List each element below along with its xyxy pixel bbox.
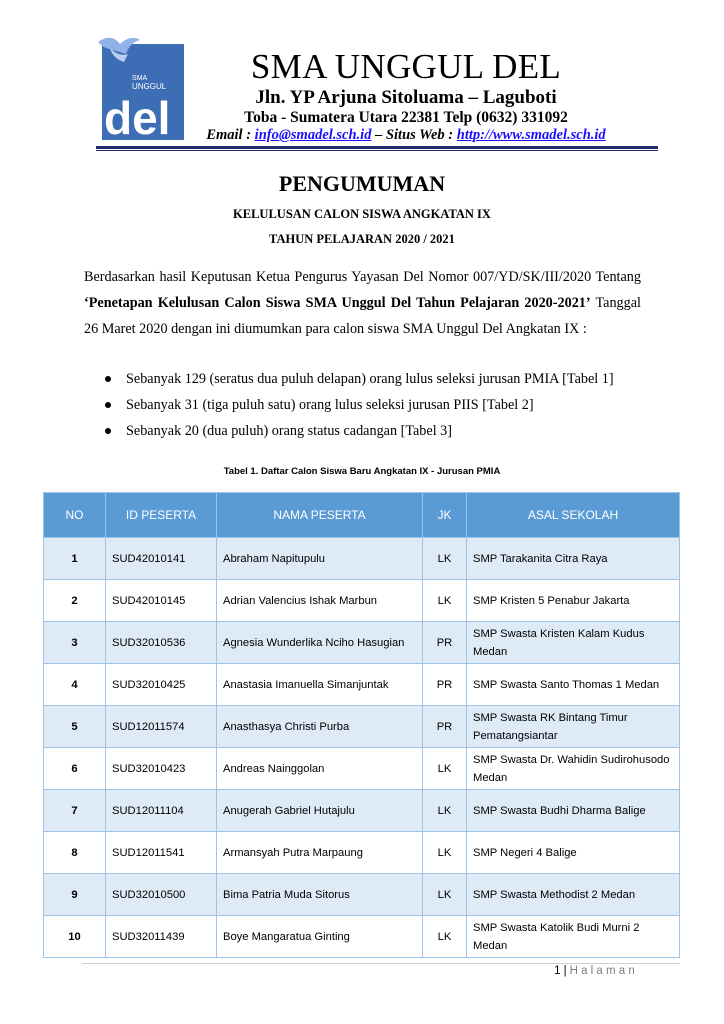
footer-divider — [82, 963, 680, 964]
cell-school: SMP Swasta Methodist 2 Medan — [467, 874, 680, 916]
page-word: Halaman — [569, 965, 638, 977]
bullet-icon — [105, 376, 111, 382]
cell-no: 1 — [44, 538, 106, 580]
cell-name: Anugerah Gabriel Hutajulu — [217, 790, 423, 832]
cell-school: SMP Tarakanita Citra Raya — [467, 538, 680, 580]
table-row — [44, 664, 680, 706]
cell-name: Agnesia Wunderlika Nciho Hasugian — [217, 622, 423, 664]
table-row — [44, 874, 680, 916]
web-label: – Situs Web : — [371, 127, 457, 143]
paragraph-bold: ‘Penetapan Kelulusan Calon Siswa SMA Unggul Del Tahun Pelajaran 2020-2021’ — [84, 295, 591, 311]
cell-name: Boye Mangaratua Ginting — [217, 916, 423, 958]
student-table — [43, 492, 680, 958]
cell-id: SUD32010423 — [106, 748, 217, 790]
announcement-paragraph — [84, 264, 641, 342]
cell-school: SMP Negeri 4 Balige — [467, 832, 680, 874]
table-row — [44, 622, 680, 664]
table-row — [44, 790, 680, 832]
address-line-1: Jln. YP Arjuna Sitoluama – Laguboti — [255, 87, 557, 108]
column-header-jk: JK — [423, 493, 467, 538]
table-row — [44, 538, 680, 580]
cell-no: 2 — [44, 580, 106, 622]
email-label: Email : — [206, 127, 255, 143]
table-caption: Tabel 1. Daftar Calon Siswa Baru Angkatan IX - Jurusan PMIA — [223, 466, 501, 477]
cell-no: 4 — [44, 664, 106, 706]
cell-id: SUD12011541 — [106, 832, 217, 874]
column-header-name: NAMA PESERTA — [217, 493, 423, 538]
cell-name: Abraham Napitupulu — [217, 538, 423, 580]
address-line-2: Toba - Sumatera Utara 22381 Telp (0632) 331092 — [244, 109, 568, 126]
cell-jk: PR — [423, 664, 467, 706]
cell-jk: PR — [423, 706, 467, 748]
cell-id: SUD12011574 — [106, 706, 217, 748]
cell-no: 3 — [44, 622, 106, 664]
logo-small-text: SMA — [132, 75, 148, 82]
cell-school: SMP Swasta Katolik Budi Murni 2 Medan — [467, 916, 680, 958]
cell-id: SUD12011104 — [106, 790, 217, 832]
subtitle-2: TAHUN PELAJARAN 2020 / 2021 — [269, 232, 455, 246]
cell-jk: LK — [423, 790, 467, 832]
cell-jk: LK — [423, 748, 467, 790]
bullet-icon — [105, 428, 111, 434]
page-footer — [0, 965, 638, 977]
cell-id: SUD32010536 — [106, 622, 217, 664]
paragraph-part-1: Berdasarkan hasil Keputusan Ketua Pengurus Yayasan Del Nomor 007/YD/SK/III/2020 Tentang — [84, 269, 641, 285]
cell-id: SUD32011439 — [106, 916, 217, 958]
cell-jk: LK — [423, 916, 467, 958]
cell-no: 5 — [44, 706, 106, 748]
column-header-school: ASAL SEKOLAH — [467, 493, 680, 538]
cell-id: SUD42010145 — [106, 580, 217, 622]
page-number: 1 — [554, 965, 561, 977]
cell-name: Bima Patria Muda Sitorus — [217, 874, 423, 916]
cell-name: Adrian Valencius Ishak Marbun — [217, 580, 423, 622]
table-row — [44, 832, 680, 874]
website-link[interactable]: http://www.smadel.sch.id — [456, 127, 606, 143]
cell-school: SMP Swasta Kristen Kalam Kudus Medan — [467, 622, 680, 664]
list-item-text: Sebanyak 31 (tiga puluh satu) orang lulus seleksi jurusan PIIS [Tabel 2] — [126, 397, 534, 413]
bullet-icon — [105, 402, 111, 408]
list-item-text: Sebanyak 129 (seratus dua puluh delapan) orang lulus seleksi jurusan PMIA [Tabel 1] — [126, 371, 614, 387]
page-title: PENGUMUMAN — [278, 171, 446, 196]
table-row — [44, 706, 680, 748]
column-header-no: NO — [44, 493, 106, 538]
cell-school: SMP Swasta Dr. Wahidin Sudirohusodo Medan — [467, 748, 680, 790]
header-divider-thin — [96, 150, 658, 151]
school-name: SMA UNGGUL DEL — [250, 47, 562, 86]
table-header-row — [44, 493, 680, 538]
header-divider — [96, 146, 658, 149]
cell-no: 8 — [44, 832, 106, 874]
cell-jk: LK — [423, 874, 467, 916]
logo-brand-text: UNGGUL — [132, 82, 167, 91]
cell-jk: LK — [423, 580, 467, 622]
school-logo — [96, 34, 186, 144]
paragraph-part-2: Tanggal 26 Maret 2020 dengan ini diumumkan para calon siswa SMA Unggul Del Angkatan IX : — [84, 295, 641, 337]
cell-name: Anasthasya Christi Purba — [217, 706, 423, 748]
cell-name: Anastasia Imanuella Simanjuntak — [217, 664, 423, 706]
table-row — [44, 580, 680, 622]
footer-separator: | — [563, 965, 567, 977]
cell-no: 10 — [44, 916, 106, 958]
cell-no: 9 — [44, 874, 106, 916]
cell-school: SMP Swasta Santo Thomas 1 Medan — [467, 664, 680, 706]
cell-school: SMP Kristen 5 Penabur Jakarta — [467, 580, 680, 622]
list-item — [84, 392, 644, 418]
cell-school: SMP Swasta Budhi Dharma Balige — [467, 790, 680, 832]
cell-name: Armansyah Putra Marpaung — [217, 832, 423, 874]
summary-list — [84, 366, 644, 444]
table-row — [44, 916, 680, 958]
cell-jk: PR — [423, 622, 467, 664]
list-item-text: Sebanyak 20 (dua puluh) orang status cadangan [Tabel 3] — [126, 423, 452, 439]
table-row — [44, 748, 680, 790]
logo-word: del — [104, 92, 171, 144]
list-item — [84, 418, 644, 444]
cell-id: SUD32010425 — [106, 664, 217, 706]
cell-no: 7 — [44, 790, 106, 832]
column-header-id: ID PESERTA — [106, 493, 217, 538]
cell-school: SMP Swasta RK Bintang Timur Pematangsiantar — [467, 706, 680, 748]
subtitle-1: KELULUSAN CALON SISWA ANGKATAN IX — [233, 207, 491, 221]
email-link[interactable]: info@smadel.sch.id — [254, 127, 372, 143]
cell-no: 6 — [44, 748, 106, 790]
contact-line — [186, 126, 626, 144]
cell-jk: LK — [423, 538, 467, 580]
cell-name: Andreas Nainggolan — [217, 748, 423, 790]
cell-id: SUD32010500 — [106, 874, 217, 916]
list-item — [84, 366, 644, 392]
cell-jk: LK — [423, 832, 467, 874]
cell-id: SUD42010141 — [106, 538, 217, 580]
